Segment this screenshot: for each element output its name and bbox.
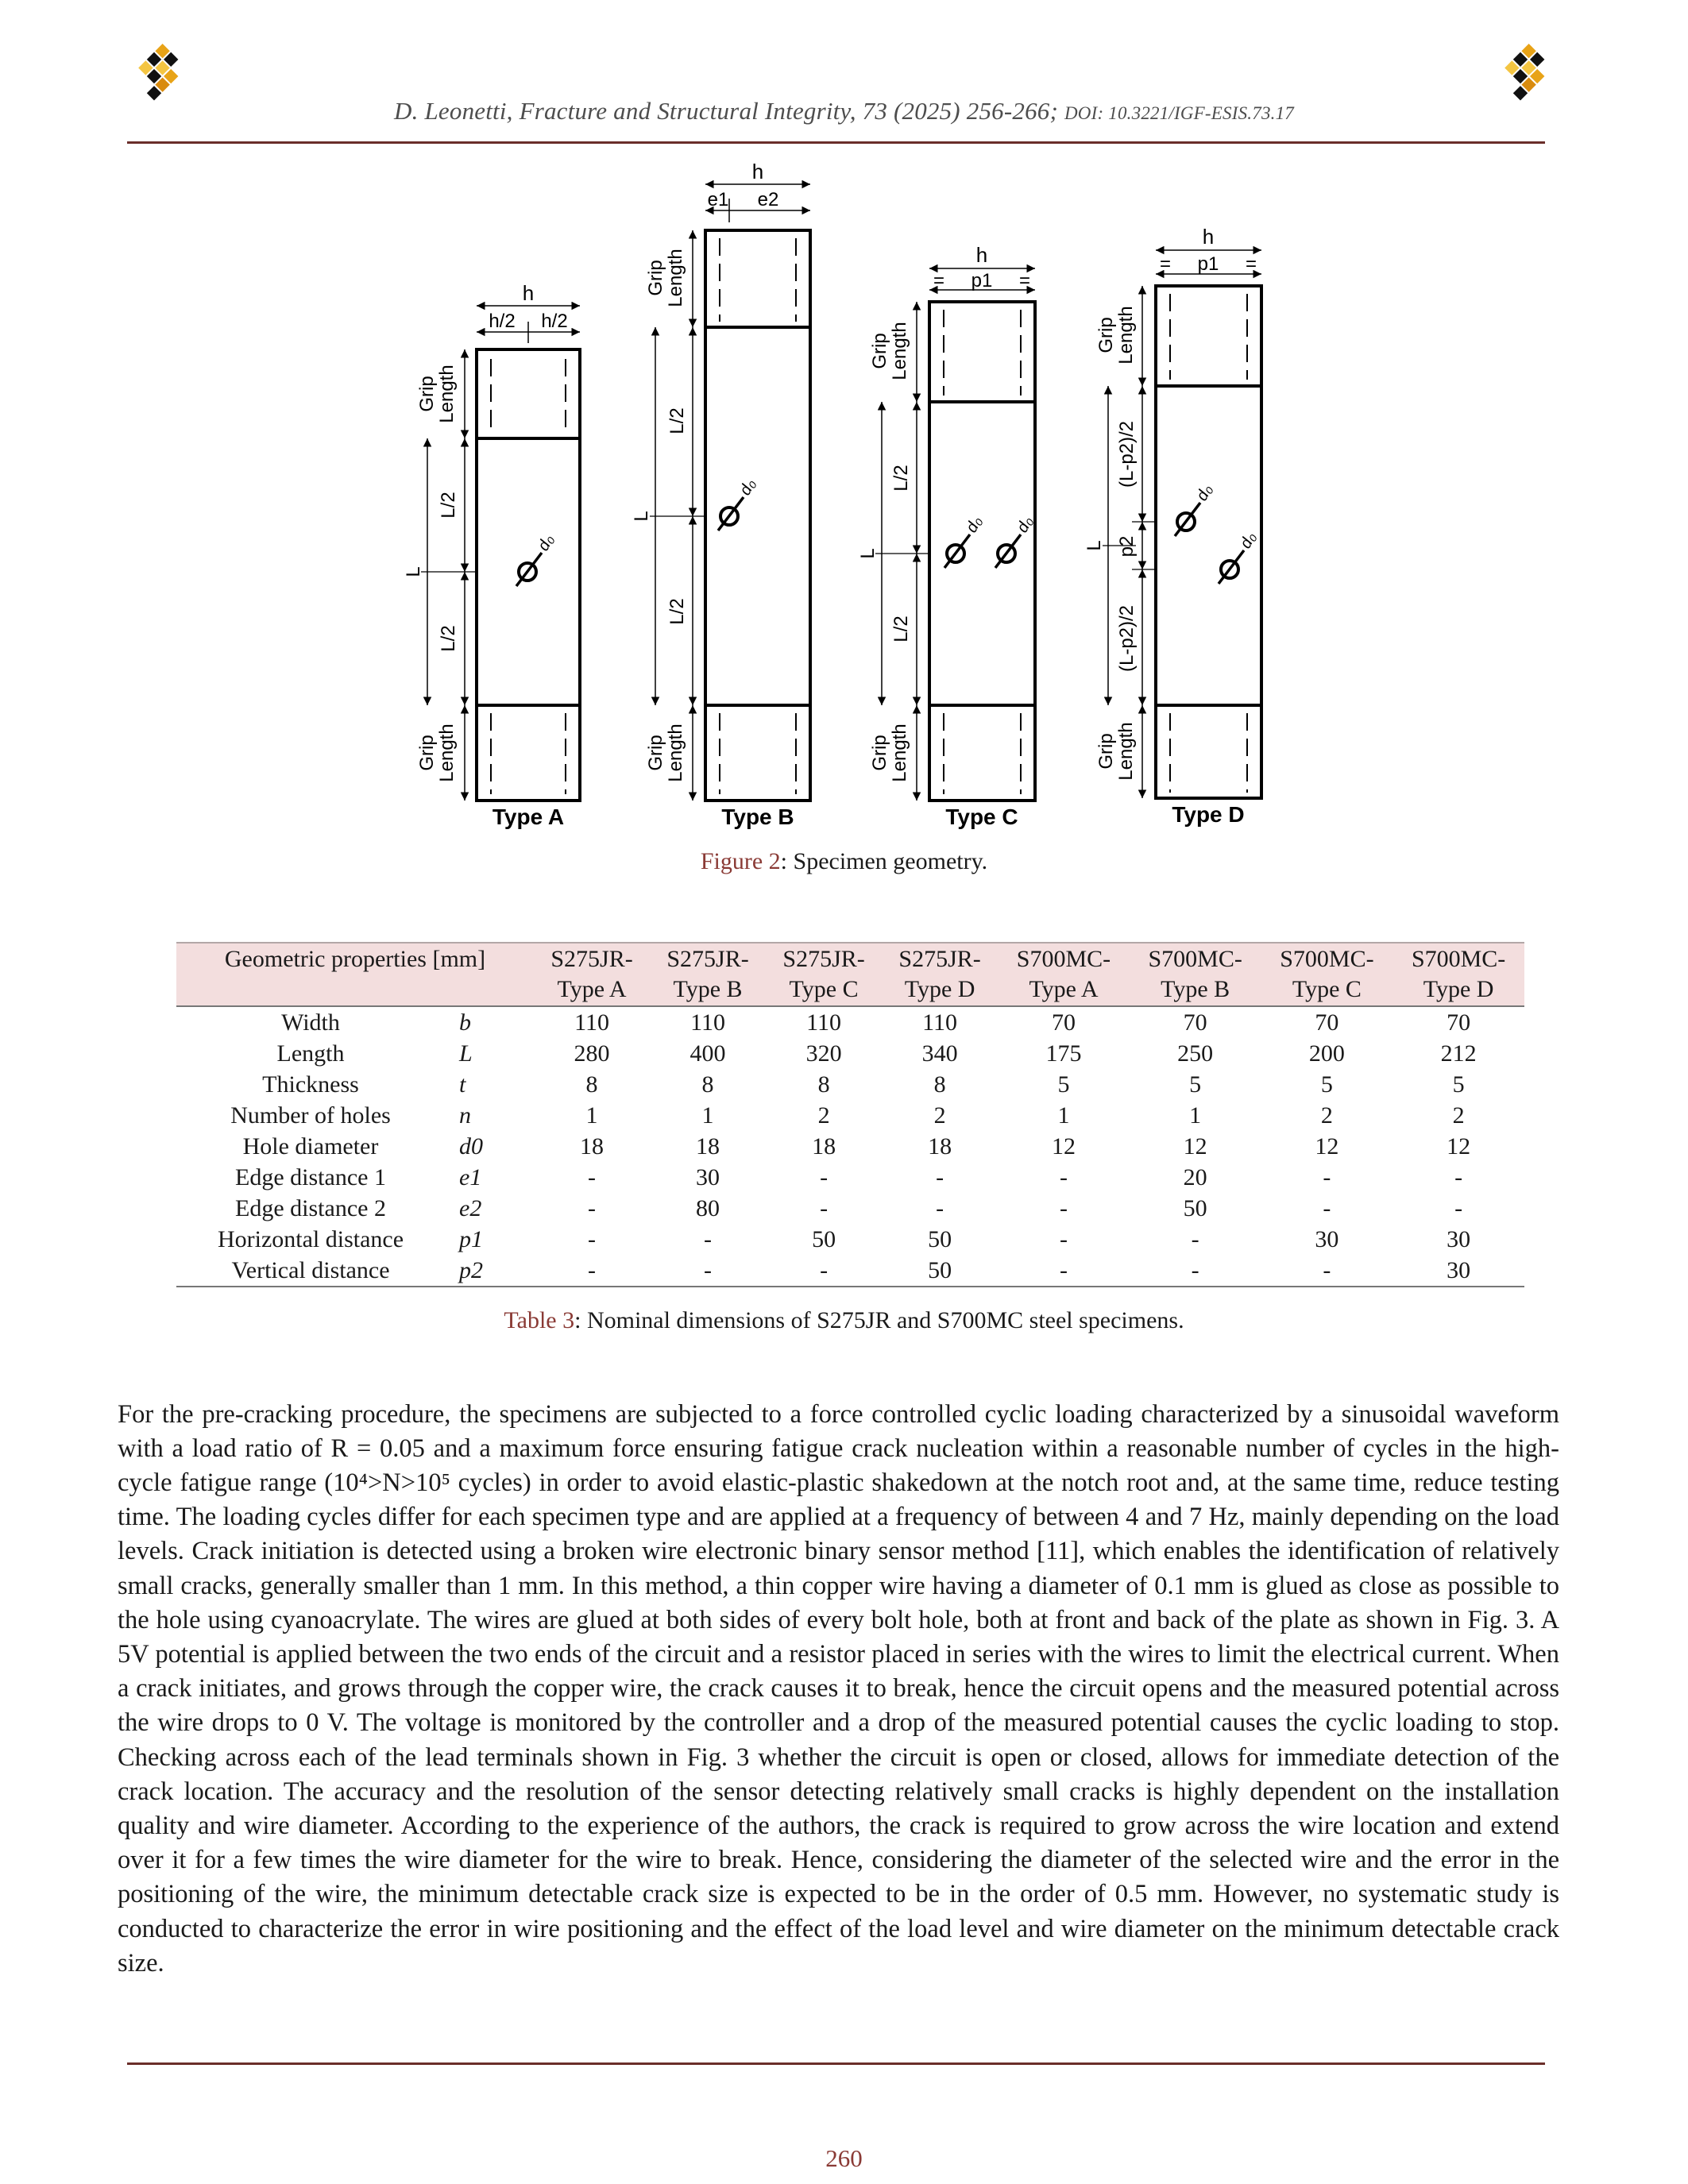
type-a-l-label: L [403, 566, 424, 577]
type-a-label: Type A [492, 805, 565, 829]
table-row [176, 1255, 1524, 1287]
type-d-l-label: L [1083, 540, 1105, 551]
table-cell: 80 [696, 1195, 720, 1221]
property-symbol: d0 [459, 1133, 483, 1160]
table-cell: 70 [1051, 1009, 1076, 1036]
table-cell: 212 [1440, 1040, 1477, 1067]
table-cell: - [704, 1226, 713, 1252]
type-c-half-l-top: L/2 [890, 465, 912, 492]
table-header-col-4: S275JR- Type D [898, 946, 981, 1002]
doi-text: DOI: 10.3221/IGF-ESIS.73.17 [1064, 103, 1294, 123]
type-b-grip-bottom: Length [665, 723, 686, 782]
specimen-type-c [857, 243, 1037, 829]
type-d-p1-label: p1 [1197, 253, 1219, 275]
table-caption-text: : Nominal dimensions of S275JR and S700MC steel specimens. [574, 1307, 1184, 1333]
table-cell: 5 [1452, 1071, 1465, 1098]
table-cell: 1 [1189, 1102, 1202, 1129]
property-name: Edge distance 2 [235, 1195, 386, 1221]
table-cell: 250 [1177, 1040, 1214, 1067]
type-c-l-label: L [857, 548, 879, 559]
figure-caption-label: Figure 2 [700, 848, 781, 874]
table-cell: 2 [1320, 1102, 1333, 1129]
specimen-type-a [403, 281, 580, 829]
type-b-half-l-bottom: L/2 [666, 598, 688, 625]
table-cell: 8 [585, 1071, 598, 1098]
table-cell: 1 [585, 1102, 598, 1129]
type-d-grip-bottom-word: Grip [1095, 733, 1117, 770]
table-cell: - [820, 1164, 829, 1190]
property-name: Hole diameter [242, 1133, 379, 1160]
table-header-col-5: S700MC- Type A [1016, 946, 1111, 1002]
type-c-h-label: h [975, 243, 988, 267]
figure-caption-text: : Specimen geometry. [780, 848, 988, 874]
type-c-eq-2: = [1018, 270, 1031, 291]
type-c-label: Type C [945, 805, 1018, 829]
table-cell: 5 [1189, 1071, 1202, 1098]
table-row [176, 1038, 1524, 1069]
type-c-grip-bottom-word: Grip [869, 735, 890, 771]
type-a-grip-bottom: Length [436, 723, 458, 782]
table-cell: - [1323, 1164, 1331, 1190]
page-number: 260 [825, 2144, 863, 2172]
property-name: Edge distance 1 [235, 1164, 386, 1190]
type-c-grip-top: Length [889, 322, 910, 380]
type-c-d0-1: d₀ [962, 513, 986, 536]
table-header-col-7: S700MC- Type C [1280, 946, 1374, 1002]
table-cell: 5 [1320, 1071, 1333, 1098]
type-d-grip-top-word: Grip [1095, 317, 1117, 353]
type-c-half-l-bottom: L/2 [890, 615, 912, 642]
table-row [176, 1224, 1524, 1255]
table-row [176, 1100, 1524, 1131]
property-name: Horizontal distance [217, 1226, 404, 1252]
table-cell: - [588, 1257, 597, 1283]
table-cell: - [1454, 1195, 1463, 1221]
table-cell: 30 [1315, 1226, 1339, 1252]
type-d-label: Type D [1172, 802, 1245, 827]
table-cell: 8 [933, 1071, 946, 1098]
table-cell: 18 [580, 1133, 605, 1160]
type-a-half-l-top: L/2 [438, 492, 459, 519]
table-cell: - [588, 1164, 597, 1190]
type-d-eq-1: = [1159, 253, 1172, 275]
table-cell: 110 [806, 1009, 842, 1036]
table-cell: 2 [933, 1102, 946, 1129]
table-header-col-8: S700MC- Type D [1411, 946, 1506, 1002]
type-a-half-h-2: h/2 [541, 311, 568, 332]
type-b-grip-top-word: Grip [645, 260, 666, 296]
type-a-grip-bottom-word: Grip [416, 735, 438, 771]
type-c-d0-2: d₀ [1013, 513, 1037, 536]
table-cell: - [588, 1195, 597, 1221]
table-cell: - [1059, 1226, 1068, 1252]
figure-caption [0, 848, 1688, 875]
table-cell: 400 [689, 1040, 726, 1067]
type-c-grip-bottom: Length [889, 723, 910, 782]
property-name: Vertical distance [231, 1257, 390, 1283]
type-c-grip-top-word: Grip [869, 333, 890, 369]
table-cell: 1 [1057, 1102, 1070, 1129]
table-cell: 110 [574, 1009, 609, 1036]
specimen-type-b [631, 160, 810, 829]
table-cell: 70 [1447, 1009, 1471, 1036]
table-cell: 2 [1452, 1102, 1465, 1129]
type-b-h-label: h [751, 160, 764, 183]
property-symbol: L [459, 1040, 473, 1067]
body-paragraph: For the pre-cracking procedure, the specimens are subjected to a force controlled cyclic loading characterized by a sinusoidal waveform with a load ratio of R = 0.05 and a maximum force ensuring fatigue crack nucleation within a reasonable number of cycles in the high-cycle fatigue range (10⁴>N>10⁵ cycles) in order to avoid elastic-plastic shakedown at the notch root and, at the same time, reduce testing time. The loading cycles differ for each specimen type and are applied at a frequency of between 4 and 7 Hz, mainly depending on the load levels. Crack initiation is detected using a broken wire electronic binary sensor method [11], which enables the identification of relatively small cracks, generally smaller than 1 mm. In this method, a thin copper wire having a diameter of 0.1 mm is glued as close as possible to the hole using cyanoacrylate. The wires are glued at both sides of every bolt hole, both at front and back of the plate as shown in Fig. 3. A 5V potential is applied between the two ends of the circuit and a resistor placed in series with the wires to limit the electrical current. When a crack initiates, and grows through the copper wire, the crack causes it to break, hence the circuit opens and the measured potential across the wire drops to 0 V. The voltage is monitored by the controller and a drop of the measured potential causes the cyclic loading to stop. Checking across each of the lead terminals shown in Fig. 3 whether the circuit is open or closed, allows for immediate detection of the crack location. The accuracy and the resolution of the sensor detecting relatively small cracks is highly dependent on the installation quality and wire diameter. According to the experience of the authors, the crack is required to grow across the wire location and extend over it for a few times the wire diameter for the wire to break. Hence, considering the diameter of the selected wire and the error in the positioning of the wire, the minimum detectable crack size is expected to be in the order of 0.5 mm. However, no systematic study is conducted to characterize the error in wire positioning and the effect of the load level and wire diameter on the minimum detectable crack size. [118, 1399, 1559, 1978]
property-symbol: t [459, 1071, 466, 1098]
table-cell: 18 [812, 1133, 836, 1160]
type-b-label: Type B [721, 805, 794, 829]
table-header-col-1: S275JR- Type A [550, 946, 633, 1002]
table-cell: 50 [928, 1226, 952, 1252]
type-d-grip-bottom: Length [1115, 722, 1137, 781]
property-symbol: b [459, 1009, 471, 1036]
table-cell: 30 [1447, 1257, 1471, 1283]
property-symbol: p2 [459, 1257, 483, 1283]
type-a-half-h-1: h/2 [489, 311, 516, 332]
type-d-d0-2: d₀ [1236, 529, 1260, 552]
table-cell: 110 [690, 1009, 725, 1036]
property-symbol: e2 [459, 1195, 482, 1221]
table-cell: 20 [1183, 1164, 1207, 1190]
type-b-grip-bottom-word: Grip [645, 735, 666, 771]
table-cell: - [1191, 1257, 1199, 1283]
type-a-half-l-bottom: L/2 [438, 625, 459, 652]
type-b-half-l-top: L/2 [666, 407, 688, 434]
property-name: Thickness [262, 1071, 359, 1098]
type-a-d0: d₀ [534, 531, 558, 554]
table-cell: 110 [922, 1009, 958, 1036]
type-a-h-label: h [522, 281, 535, 305]
table-cell: 70 [1183, 1009, 1207, 1036]
table-cell: 30 [696, 1164, 720, 1190]
table-cell: - [1191, 1226, 1199, 1252]
table-header-col-2: S275JR- Type B [666, 946, 749, 1002]
table-cell: 1 [701, 1102, 714, 1129]
table-cell: - [820, 1257, 829, 1283]
type-d-d0-1: d₀ [1192, 481, 1216, 504]
table-cell: 320 [805, 1040, 842, 1067]
type-d-grip-top: Length [1115, 306, 1137, 365]
property-name: Width [281, 1009, 340, 1036]
type-d-lp2-top: (L-p2)/2 [1116, 420, 1138, 488]
table-cell: - [588, 1226, 597, 1252]
table-cell: - [1059, 1257, 1068, 1283]
table-cell: 12 [1315, 1133, 1339, 1160]
type-d-h-label: h [1202, 225, 1215, 249]
table-cell: - [820, 1195, 829, 1221]
property-name: Length [276, 1040, 345, 1067]
table-cell: - [704, 1257, 713, 1283]
running-header [0, 97, 1688, 125]
table-header-properties: Geometric properties [mm] [224, 946, 486, 972]
table-cell: 12 [1183, 1133, 1207, 1160]
table-row [176, 1069, 1524, 1100]
table-header-col-6: S700MC- Type B [1148, 946, 1242, 1002]
table-cell: 50 [928, 1257, 952, 1283]
specimen-type-d [1083, 225, 1261, 827]
table-cell: 30 [1447, 1226, 1471, 1252]
table-cell: 200 [1308, 1040, 1345, 1067]
table-caption [0, 1307, 1688, 1334]
type-d-p2-label: p2 [1116, 535, 1138, 558]
table-cell: 340 [921, 1040, 958, 1067]
specimen-geometry-figure [373, 159, 1303, 838]
type-b-e1-label: e1 [707, 189, 729, 210]
table-row [176, 1006, 1524, 1038]
table-cell: 5 [1057, 1071, 1070, 1098]
table-cell: 50 [1183, 1195, 1207, 1221]
table-cell: - [1454, 1164, 1463, 1190]
table-cell: 175 [1045, 1040, 1082, 1067]
table-cell: - [936, 1164, 944, 1190]
type-b-e2-label: e2 [757, 189, 779, 210]
table-cell: - [1323, 1195, 1331, 1221]
table-cell: 18 [928, 1133, 952, 1160]
table-cell: - [1059, 1195, 1068, 1221]
property-name: Number of holes [230, 1102, 391, 1129]
type-d-eq-2: = [1245, 253, 1257, 275]
table-cell: 12 [1447, 1133, 1471, 1160]
type-d-lp2-bottom: (L-p2)/2 [1116, 604, 1138, 673]
type-c-eq-1: = [933, 270, 945, 291]
table-header-row [176, 943, 1524, 1006]
table-cell: 2 [817, 1102, 830, 1129]
table-cell: 12 [1051, 1133, 1076, 1160]
dimensions-table [176, 942, 1524, 1287]
table-cell: 70 [1315, 1009, 1339, 1036]
type-b-l-label: L [631, 511, 652, 522]
table-cell: - [1059, 1164, 1068, 1190]
property-symbol: e1 [459, 1164, 482, 1190]
type-a-grip-top-word: Grip [416, 376, 438, 412]
table-cell: - [1323, 1257, 1331, 1283]
type-b-d0: d₀ [736, 476, 759, 499]
property-symbol: n [459, 1102, 471, 1129]
table-row [176, 1162, 1524, 1193]
table-cell: 50 [812, 1226, 836, 1252]
table-caption-label: Table 3 [504, 1307, 575, 1333]
property-symbol: p1 [459, 1226, 483, 1252]
type-c-p1-label: p1 [971, 270, 993, 291]
type-a-grip-top: Length [436, 365, 458, 423]
header-rule [127, 141, 1545, 144]
footer-rule [127, 2062, 1545, 2065]
table-cell: 280 [574, 1040, 610, 1067]
table-row [176, 1193, 1524, 1224]
table-cell: 18 [696, 1133, 720, 1160]
table-cell: 8 [817, 1071, 830, 1098]
table-row [176, 1131, 1524, 1162]
table-cell: 8 [701, 1071, 714, 1098]
running-title: D. Leonetti, Fracture and Structural Integrity, 73 (2025) 256-266; [394, 97, 1064, 125]
table-header-col-3: S275JR- Type C [782, 946, 865, 1002]
table-cell: - [936, 1195, 944, 1221]
type-b-grip-top: Length [665, 249, 686, 307]
